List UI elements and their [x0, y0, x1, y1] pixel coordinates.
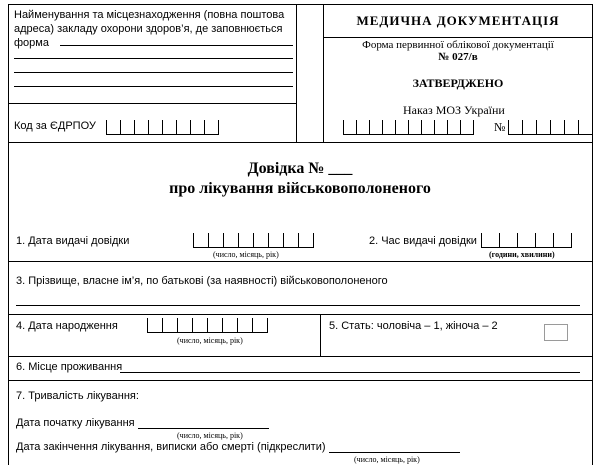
row-4-5-divider [320, 314, 321, 356]
treatment-duration-label: 7. Тривалість лікування: [16, 390, 139, 402]
birth-date-label: 4. Дата народження [16, 320, 118, 332]
order-number-sign: № [494, 120, 506, 134]
treatment-start-hint: (число, місяць, рік) [177, 431, 243, 440]
issue-time-hint: (години, хвилини) [489, 250, 555, 259]
birth-date-hint: (число, місяць, рік) [177, 336, 243, 345]
edrpou-code-cells[interactable] [106, 120, 219, 135]
approved-label: ЗАТВЕРДЖЕНО [412, 76, 504, 90]
treatment-start-label: Дата початку лікування [16, 417, 135, 429]
separator-after-row-6 [8, 380, 593, 381]
full-name-input-line[interactable] [16, 305, 580, 306]
order-label: Наказ МОЗ України [403, 103, 505, 117]
issue-date-cells[interactable] [193, 233, 314, 248]
form-caption: Форма первинної облікової документації [362, 39, 554, 51]
certificate-subtitle: про лікування військовополоненого [169, 180, 431, 197]
form-number: № 027/в [438, 51, 478, 63]
frame-right-border [592, 4, 593, 465]
treatment-start-input-line[interactable] [138, 428, 269, 429]
medical-doc-title: МЕДИЧНА ДОКУМЕНТАЦІЯ [356, 13, 560, 28]
issue-date-hint: (число, місяць, рік) [213, 250, 279, 259]
birth-date-cells[interactable] [147, 318, 268, 333]
residence-input-line[interactable] [120, 372, 580, 373]
institution-line-3[interactable] [14, 72, 293, 73]
header-divider-left [296, 4, 297, 142]
header-divider-right [323, 4, 324, 142]
order-number-cells[interactable] [508, 120, 593, 135]
issue-time-cells[interactable] [481, 233, 572, 248]
header-left-separator [8, 103, 296, 104]
separator-after-row-2 [8, 261, 593, 262]
frame-left-border [8, 4, 9, 465]
frame-top-border [8, 4, 593, 5]
institution-line-2[interactable] [14, 58, 293, 59]
issue-date-label: 1. Дата видачі довідки [16, 235, 130, 247]
sex-input-box[interactable] [544, 324, 568, 341]
institution-line-4[interactable] [14, 86, 293, 87]
header-section-bottom [8, 142, 593, 143]
treatment-end-input-line[interactable] [329, 452, 460, 453]
sex-label: 5. Стать: чоловіча – 1, жіноча – 2 [329, 320, 498, 332]
separator-after-row-5 [8, 356, 593, 357]
edrpou-label: Код за ЄДРПОУ [14, 120, 96, 132]
full-name-label: 3. Прізвище, власне ім’я, по батькові (за наявності) військовополоненого [16, 275, 388, 287]
issue-time-label: 2. Час видачі довідки [369, 235, 477, 247]
treatment-end-label: Дата закінчення лікування, виписки або смерті (підкреслити) [16, 441, 326, 453]
institution-label: Найменування та місцезнаходження (повна поштова адреса) закладу охорони здоров’я, де заповнюється форма [14, 9, 285, 49]
separator-after-row-3 [8, 314, 593, 315]
institution-line-1[interactable] [60, 45, 293, 46]
treatment-end-hint: (число, місяць, рік) [354, 455, 420, 464]
order-date-cells[interactable] [343, 120, 474, 135]
certificate-title: Довідка № ___ [247, 160, 353, 177]
residence-label: 6. Місце проживання [16, 361, 123, 373]
header-top-right-separator [323, 37, 593, 38]
